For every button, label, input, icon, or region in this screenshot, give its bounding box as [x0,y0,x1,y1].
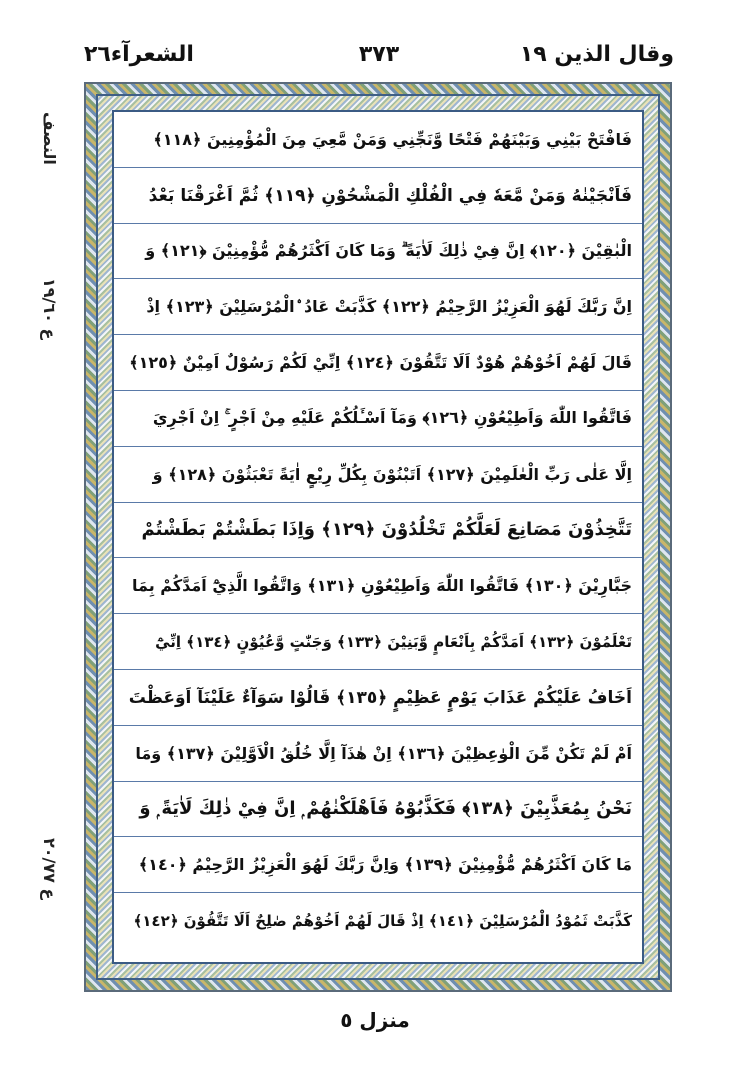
verse-line: مَا كَانَ اَكْثَرُهُمْ مُّؤْمِنِيْنَ ﴿١٣٩﴾ وَاِنَّ رَبَّكَ لَهُوَ الْعَزِيْزُ الرَّحِيْمُ ﴿١٤٠﴾ [114,837,642,893]
verse-line: اَمْ لَمْ تَكُنْ مِّنَ الْوٰعِظِيْنَ ﴿١٣٦﴾ اِنْ هٰذَآ اِلَّا خُلُقُ الْاَوَّلِيْنَ ﴿١٣٧﴾ وَمَا [114,726,642,782]
juz-name: وقال الذین ١٩ [519,42,674,67]
verse-line: اِنَّ رَبَّكَ لَهُوَ الْعَزِيْزُ الرَّحِيْمُ ﴿١٢٢﴾ كَذَّبَتْ عَادُ ۨالْمُرْسَلِيْنَ ﴿١٢٣﴾ اِذْ [114,279,642,335]
page-header [84,42,674,78]
verse-line: قَالَ لَهُمْ اَخُوْهُمْ هُوْدٌ اَلَا تَتَّقُوْنَ ﴿١٢٤﴾ اِنِّيْ لَكُمْ رَسُوْلٌ اَمِيْنٌ ﴿١٢٥﴾ [114,335,642,391]
verse-line: نَحْنُ بِمُعَذَّبِيْنَ ﴿١٣٨﴾ فَكَذَّبُوْهُ فَاَهْلَكْنٰهُمْ ۭ اِنَّ فِيْ ذٰلِكَ لَاٰيَةً ۭ وَ [114,782,642,838]
verse-text-area [112,110,644,964]
verse-line: اِلَّا عَلٰى رَبِّ الْعٰلَمِيْنَ ﴿١٢٧﴾ اَتَبْنُوْنَ بِكُلِّ رِيْعٍ اٰيَةً تَعْبَثُوْنَ ﴿١٢٨﴾ وَ [114,447,642,503]
margin-note-top: النصف [40,112,59,165]
verse-line: جَبَّارِيْنَ ﴿١٣٠﴾ فَاتَّقُوا اللّٰهَ وَاَطِيْعُوْنِ ﴿١٣١﴾ وَاتَّقُوا الَّذِيْٓ اَمَدَّكُمْ بِمَا [114,558,642,614]
manzil-footer: منزل ٥ [340,1008,410,1032]
verse-line: كَذَّبَتْ ثَمُوْدُ الْمُرْسَلِيْنَ ﴿١٤١﴾ اِذْ قَالَ لَهُمْ اَخُوْهُمْ صٰلِحٌ اَلَا تَتَّقُوْنَ ﴿١٤٢﴾ [133,912,632,931]
ornamental-border [84,82,672,992]
verse-line: اَخَافُ عَلَيْكُمْ عَذَابَ يَوْمٍ عَظِيْمٍ ﴿١٣٥﴾ قَالُوْا سَوَآءٌ عَلَيْنَآ اَوَعَظْتَ [114,670,642,726]
verse-line: فَافْتَحْ بَيْنِي وَبَيْنَهُمْ فَتْحًا وَّنَجِّنِي وَمَنْ مَّعِيَ مِنَ الْمُؤْمِنِينَ ﴿١١٨﴾ [114,112,642,168]
margin-note-ruku-2: ع ٢٠/٧٧ [40,838,59,900]
verse-line: الْبٰقِيْنَ ﴿١٢٠﴾ اِنَّ فِيْ ذٰلِكَ لَاٰيَةً ۗ وَمَا كَانَ اَكْثَرُهُمْ مُّؤْمِنِيْنَ ﴿١٢١﴾ وَ [114,224,642,280]
verse-line: تَتَّخِذُوْنَ مَصَانِعَ لَعَلَّكُمْ تَخْلُدُوْنَ ﴿١٢٩﴾ وَاِذَا بَطَشْتُمْ بَطَشْتُمْ [114,503,642,559]
verse-line: تَعْلَمُوْنَ ﴿١٣٢﴾ اَمَدَّكُمْ بِاَنْعَامٍ وَّبَنِيْنَ ﴿١٣٣﴾ وَجَنّٰتٍ وَّعُيُوْنٍ ﴿١٣٤﴾ اِنِّيْٓ [114,614,642,670]
verse-line: فَاتَّقُوا اللّٰهَ وَاَطِيْعُوْنِ ﴿١٢٦﴾ وَمَآ اَسْـَٔلُكُمْ عَلَيْهِ مِنْ اَجْرٍ ۚ اِنْ اَجْرِيَ [114,391,642,447]
verse-line: فَاَنْجَيْنٰهُ وَمَنْ مَّعَهٗ فِي الْفُلْكِ الْمَشْحُوْنِ ﴿١١٩﴾ ثُمَّ اَغْرَقْنَا بَعْدُ [114,168,642,224]
surah-name: الشعرآء٢٦ [84,42,194,67]
margin-note-ruku-1: ع ١٩/٦٠ [40,278,59,340]
page-number: ٣٧٣ [358,42,400,67]
